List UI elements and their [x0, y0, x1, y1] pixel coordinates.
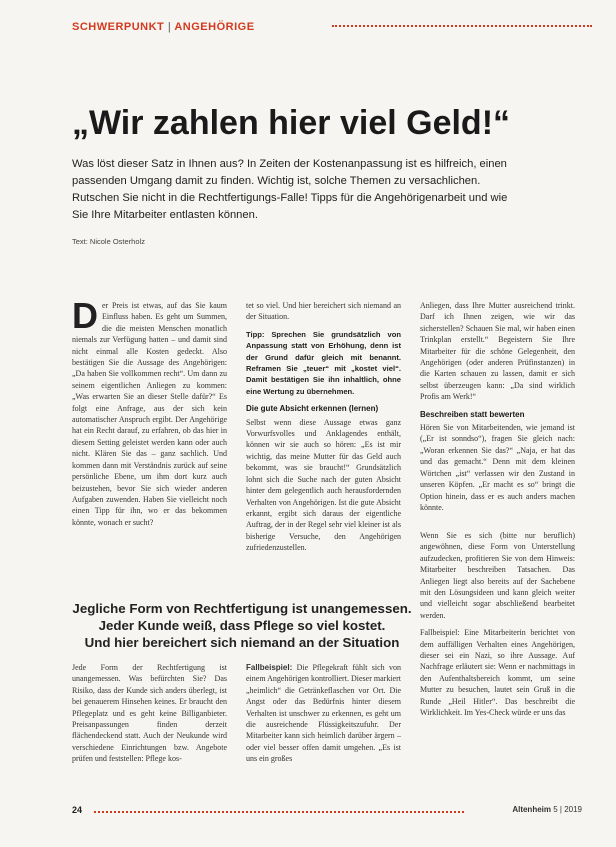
article-byline: Text: Nicole Osterholz — [72, 237, 145, 246]
header-dotted-rule — [332, 25, 592, 27]
section-kicker — [72, 21, 255, 33]
case-example — [246, 662, 401, 765]
magazine-name: Altenheim — [512, 805, 551, 814]
subheading: Beschreiben statt bewerten — [420, 409, 525, 419]
body-paragraph: Selbst wenn diese Aussage etwas ganz Vorwurfsvolles und Anklagendes enthält, können wir sie auch so hören: „Es ist mir wichtig, das meine Mutter für das Geld auch bekommt, was sie braucht!“ Grundsätzlich lohnt sich die Suche nach der guten Absicht hinter dem gelegentlich auch herausfordernden Verhalten von Angehörigen. Ist die gute Absicht erkannt, ergibt sich daraus der eigentliche Auftrag, der in der Regel sehr viel kleiner ist als bisherige Versuche, den Angehörigen zufriedenzustellen. — [246, 417, 401, 553]
body-paragraph: tet so viel. Und hier bereichert sich niemand an der Situation. — [246, 301, 401, 322]
section-separator: | — [167, 21, 172, 33]
subheading: Die gute Absicht erkennen (lernen) — [246, 404, 379, 414]
body-column-2 — [246, 300, 401, 560]
case-example-text: Die Pflegekraft fühlt sich von einem Angehörigen kontrolliert. Dieser markiert „heimlich“ die Getränkeflaschen vor Ort. Die Angst oder das Bedürfnis hinter diesem Verhalten ist unschwer zu erkennen, es geht um die ausreichende Flüssigkeitszufuhr. Der Mitarbeiter kann sich heimlich darüber ärgern – oder viel besser offen damit umgehen. „Es ist uns ein großes — [246, 663, 402, 764]
body-column-1-lower — [72, 662, 227, 771]
body-column-3-continued — [420, 530, 575, 725]
body-column-2-lower — [246, 662, 401, 771]
body-column-1 — [72, 295, 227, 528]
case-example-lead: Fallbeispiel: — [246, 663, 293, 672]
page-footer — [72, 805, 582, 819]
section-label: SCHWERPUNKT — [72, 21, 165, 33]
article-intro: Was löst dieser Satz in Ihnen aus? In Zeiten der Kostenanpassung ist es hilfreich, einen passenden Umgang damit zu finden. Wichtig ist, solche Themen zu versachlichen. Rutschen Sie nicht in die Rechtfertigungs-Falle! Tipps für die Angehörigenarbeit und wie Sie Ihre Mitarbeiter entlasten können. — [72, 158, 508, 221]
body-paragraph: er Preis ist etwas, auf das Sie kaum Einfluss haben. Es geht um Summen, die die meisten Menschen monatlich niemals zur Verfügung hatten – und damit sind nicht einmal alle Kosten gedeckt. Also bestätigen Sie die Aussage des Angehörigen: „Da haben Sie vollkommen recht“. Um dann zu seinem eigentlichen Anliegen zu kommen: „Was erwarten Sie an dieser Stelle dafür?“ Es folgt eine Anfrage, aus der sich kein automatischer Anspruch ergibt. Der Angehörige hat ein Recht darauf, zu erfahren, ob das hier in diesem Setting geleistet werden kann oder auch nicht. Klären Sie das – ganz sachlich. Und kommen dann mit Verständnis zurück auf seine persönliche Ebene, um ihm dort kurz auch beizustehen, bevor Sie sich wieder anderen Aufgaben zuwenden. Haben Sie vielleicht noch einen Tipp für ihn, wo er das bekommen könnte, wonach er sucht? — [72, 301, 227, 527]
body-paragraph: Jede Form der Rechtfertigung ist unangemessen. Was befürchten Sie? Das Risiko, dass der Kunde sich anders überlegt, ist bei genauerem Hinsehen keines. Er braucht den Pflegeplatz und es geht keine Billiganbieter. Preisanpassungen finden derzeit flächendeckend statt. Auch der Neukunde wird verschiedene Einrichtungen bzw. Angebote prüfen und feststellen: Pflege kos- — [72, 663, 227, 764]
pull-quote — [72, 600, 412, 651]
tip-box: Tipp: Sprechen Sie grundsätzlich von Anpassung statt von Erhöhung, denn ist der Grund dafür gleich mit benannt. Reframen Sie „teuer“ mit „kostet viel“. Damit bestätigen Sie ihn inhaltlich, ohne eine Wertung zu übernehmen. — [246, 329, 401, 396]
body-paragraph: Hören Sie von Mitarbeitenden, wie jemand ist („Er ist sonndso“), fragen Sie gleich nach: „Woran erkennen Sie das?“ „Naja, er hat das und das gemacht.“ Denn mit dem kleinen Wörtchen „ist“ verlassen wir den Zustand in unseren Köpfen. „Er macht es so“ bringt die Option hinein, dass er es auch anders machen könnte. — [420, 423, 575, 512]
body-paragraph: Anliegen, dass Ihre Mutter ausreichend trinkt. Darf ich Ihnen zeigen, wie wir das sicherstellen? Schauen Sie mal, wir haben einen Trinkplan erstellt.“ Begeistern Sie Ihre Mitarbeiter für die schöne Gelegenheit, den Angehörigen (oder anderen Prüfinstanzen) in die Karten schauen zu lassen, damit er sich selbst überzeugen kann: „Da sind wirklich Profis am Werk!“ — [420, 301, 575, 402]
issue-number: 5 | 2019 — [553, 805, 582, 814]
subsection-label: ANGEHÖRIGE — [174, 21, 255, 33]
article-title: „Wir zahlen hier viel Geld!“ — [72, 104, 511, 142]
pull-quote-line: Und hier bereichert sich niemand an der Situation — [84, 635, 400, 650]
footer-dotted-rule — [94, 811, 464, 813]
section-header — [72, 17, 592, 31]
magazine-issue — [512, 805, 582, 814]
body-paragraph: Wenn Sie es sich (bitte nur beruflich) angewöhnen, diese Form von Unterstellung aufzudecken, profitieren Sie von dem Hinweis: Mitarbeiter beschreiben Tatsachen. Das Anliegen liegt also bereits auf der Sachebene mit den Lösungsideen und kann gleich weiter und vielleicht sogar abschließend bearbeitet werden. — [420, 531, 575, 620]
pull-quote-line: Jeder Kunde weiß, dass Pflege so viel kostet. — [98, 618, 386, 633]
body-column-3 — [420, 300, 575, 519]
drop-cap: D — [72, 295, 98, 336]
pull-quote-line: Jegliche Form von Rechtfertigung ist unangemessen. — [72, 601, 412, 616]
case-example: Fallbeispiel: Eine Mitarbeiterin berichtet von dem auffälligen Verhalten eines Angehörigen, dieser sei ein Nazi, so ihre Aussage. Auf Nachfrage erläutert sie: Wenn er nachmittags in den Aufenthaltsbereich kommt, um seine Mutter zu besuchen, lautet sein Gruß in die Runde „Heil Hitler“. Das beschreibt die Wirklichkeit. Im Yes-Check würde er uns das — [420, 628, 575, 718]
page-number: 24 — [72, 805, 83, 815]
